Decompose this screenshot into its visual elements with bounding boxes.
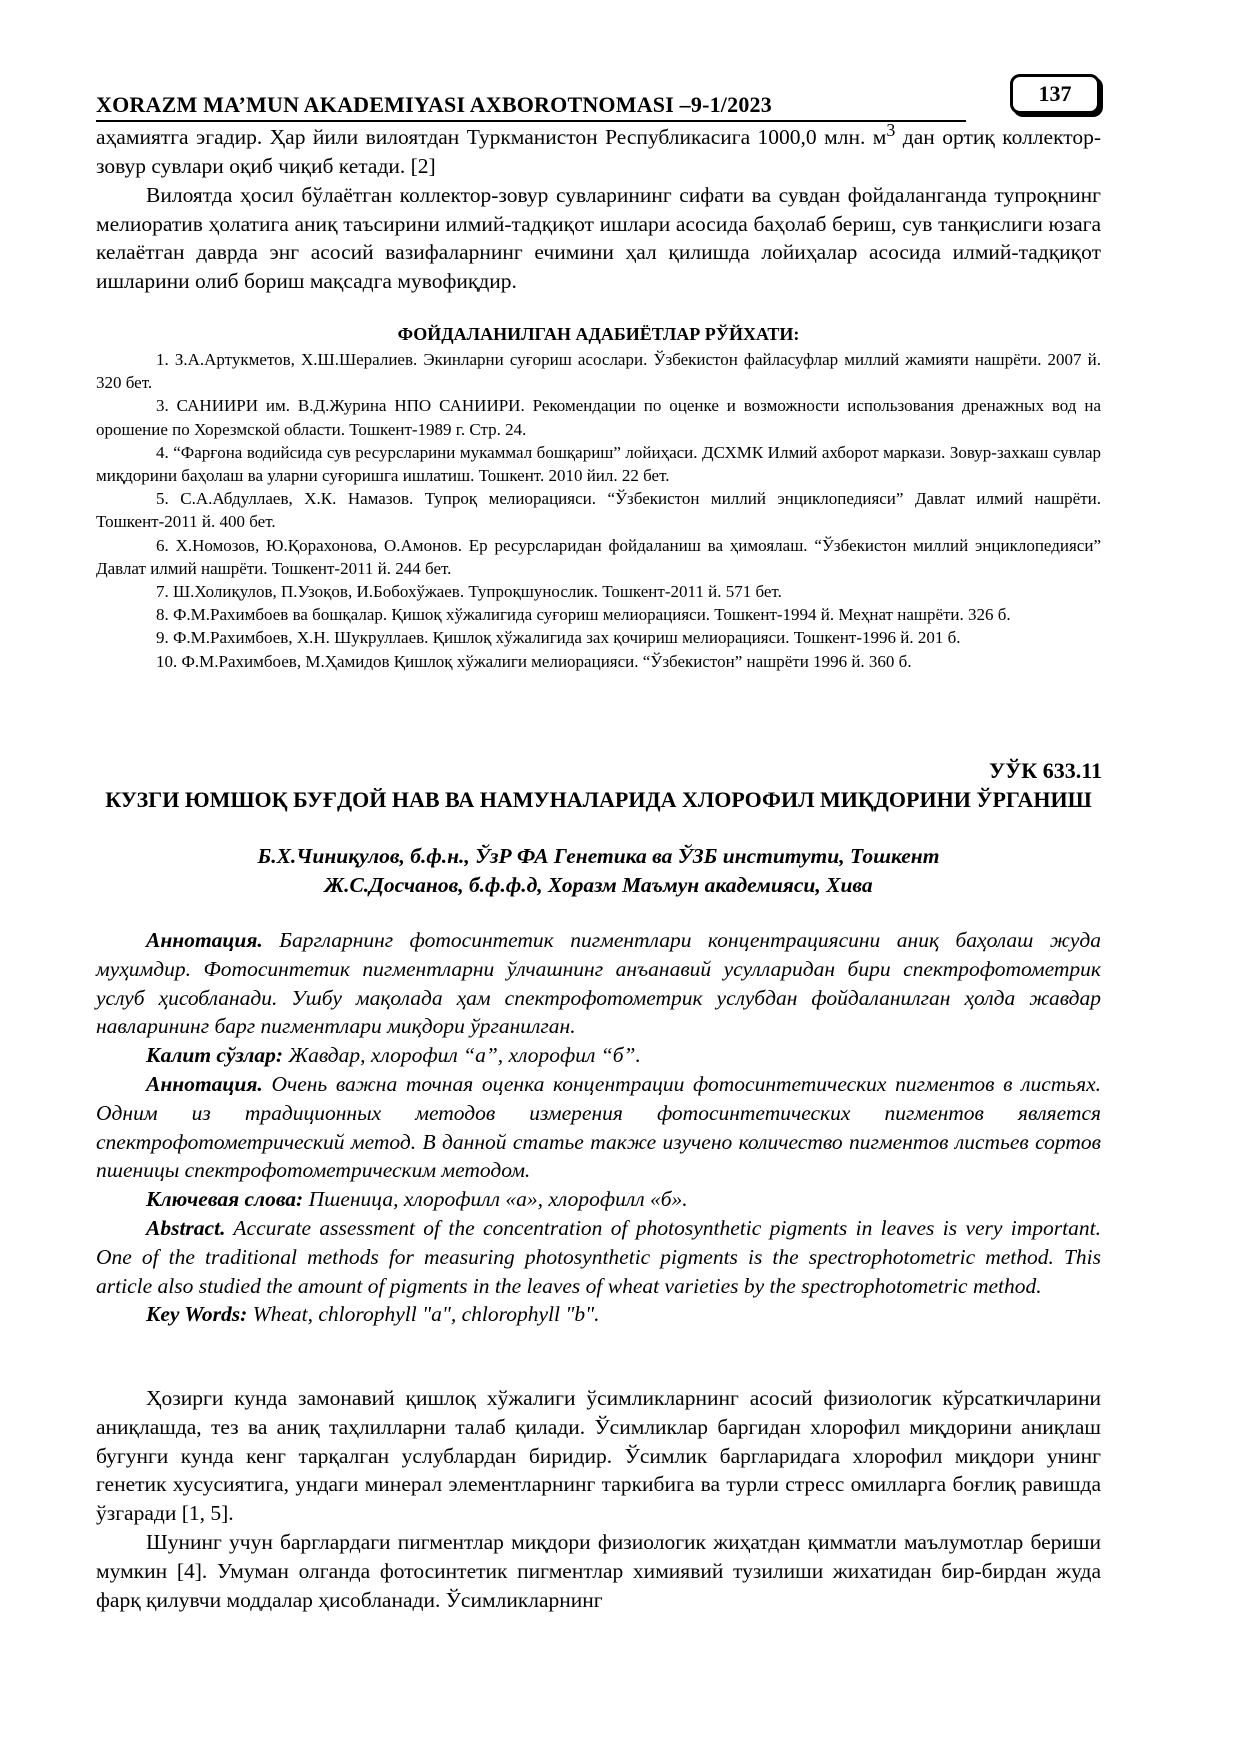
- intro-superscript: 3: [886, 120, 896, 140]
- abstract-en: [96, 1214, 1101, 1300]
- reference-item: 9. Ф.М.Рахимбоев, Х.Н. Шукруллаев. Қишлоқ хўжалигида зах қочириш мелиорацияси. Тошкент-1996 й. 201 б.: [156, 628, 961, 648]
- main-paragraph-2: Шунинг учун барглардаги пигментлар миқдори физиологик жиҳатдан қимматли маълумотлар бериши мумкин [4]. Умуман олганда фотосинтетик пигментлар химиявий тузилиши жихатидан бир-бирдан жуда фарқ қилувчи моддалар ҳисобланади. Ўсимликларнинг: [96, 1529, 1101, 1612]
- author-2: Ж.С.Досчанов, б.ф.ф.д, Хоразм Маъмун академияси, Хива: [324, 873, 873, 897]
- author-1: Б.Х.Чиниқулов, б.ф.н., ЎзР ФА Генетика ва ЎЗБ институти, Тошкент: [257, 844, 940, 868]
- reference-item: 3. САНИИРИ им. В.Д.Журина НПО САНИИРИ. Рекомендации по оценке и возможности использования дренажных вод на орошение по Хорезмской области. Тошкент-1989 г. Стр. 24.: [96, 396, 1101, 439]
- keywords-uz-text: Жавдар, хлорофил “а”, хлорофил “б”.: [283, 1043, 641, 1068]
- intro-line-1b: дан ортиқ коллектор-зовур сувлари оқиб чиқиб кетади. [2]: [96, 125, 1102, 178]
- abstract-en-text: Accurate assessment of the concentration of photosynthetic pigments in leaves is very important. One of the traditional methods for measuring photosynthetic pigments is the spectrophotometric method. This article also studied the amount of pigments in the leaves of wheat varieties by the spectrophotometric method.: [96, 1215, 1101, 1298]
- abstract-ru: [96, 1070, 1101, 1185]
- intro-text: [96, 116, 1101, 296]
- authors-block: [96, 842, 1101, 900]
- main-text: [96, 1384, 1101, 1614]
- reference-item: 10. Ф.М.Рахимбоев, М.Ҳамидов Қишлоқ хўжалиги мелиорацияси. “Ўзбекистон” нашрёти 1996 й. 360 б.: [156, 651, 912, 671]
- abstract-uz-label: Аннотация.: [146, 928, 263, 952]
- reference-item: 5. С.А.Абдуллаев, Х.К. Намазов. Тупроқ мелиорацияси. “Ўзбекистон миллий энциклопедияси” Давлат илмий нашрёти. Тошкент-2011 й. 400 бет.: [96, 489, 1101, 532]
- udk-code: УЎК 633.11: [988, 758, 1102, 783]
- keywords-en-text: Wheat, chlorophyll "a", chlorophyll "b".: [247, 1302, 600, 1327]
- main-paragraph-1: Ҳозирги кунда замонавий қишлоқ хўжалиги ўсимликларнинг асосий физиологик кўрсаткичларини аниқлашда, тез ва аниқ таҳлилларни талаб қилади. Ўсимликлар баргидан хлорофил миқдорини аниқлаш бугунги кунда кенг тарқалган услублардан биридир. Ўсимлик баргларидага хлорофил миқдори унинг генетик хусусиятига, ундаги минерал элементларнинг таркибига ва турли стресс омилларга боғлиқ равишда ўзгаради [1, 5].: [96, 1386, 1101, 1526]
- page-number-badge: 137: [1010, 74, 1100, 114]
- keywords-uz: [96, 1041, 1101, 1070]
- keywords-en: [96, 1300, 1101, 1329]
- abstract-en-label: Abstract.: [146, 1215, 226, 1240]
- abstract-uz: [96, 926, 1101, 1041]
- keywords-en-label: Key Words:: [146, 1302, 248, 1327]
- references-list: [96, 348, 1101, 673]
- intro-line-1a: аҳамиятга эгадир. Ҳар йили вилоятдан Туркманистон Республикасига 1000,0 млн. м: [96, 125, 887, 150]
- keywords-ru-label: Ключевая слова:: [146, 1187, 304, 1212]
- abstract-ru-label: Аннотация.: [146, 1071, 263, 1096]
- abstract-uz-text: Баргларнинг фотосинтетик пигментлари концентрациясини аниқ баҳолаш жуда муҳимдир. Фотосинтетик пигментларни ўлчашнинг анъанавий усулларидан бири спектрофотометрик услуб ҳисобланади. Ушбу мақолада ҳам спектрофотометрик услубдан фойдаланилган ҳолда жавдар навларининг барг пигментлари миқдори ўрганилган.: [96, 928, 1101, 1039]
- reference-item: 8. Ф.М.Рахимбоев ва бошқалар. Қишоқ хўжалигида суғориш мелиорацияси. Тошкент-1994 й. Меҳнат нашрёти. 326 б.: [156, 605, 1011, 625]
- article-title: КУЗГИ ЮМШОҚ БУҒДОЙ НАВ ВА НАМУНАЛАРИДА ХЛОРОФИЛ МИҚДОРИНИ ЎРГАНИШ: [105, 787, 1092, 812]
- keywords-ru-text: Пшеница, хлорофилл «а», хлорофилл «б».: [303, 1187, 688, 1212]
- journal-title: XORAZM MA’MUN AKADEMIYASI AXBOROTNOMASI –9-1/2023: [96, 92, 966, 122]
- reference-item: 7. Ш.Холиқулов, П.Узоқов, И.Бобохўжаев. Тупроқшунослик. Тошкент-2011 й. 571 бет.: [156, 582, 782, 602]
- keywords-uz-label: Калит сўзлар:: [146, 1043, 284, 1068]
- references-title: ФОЙДАЛАНИЛГАН АДАБИЁТЛАР РЎЙХАТИ:: [397, 324, 800, 344]
- reference-item: 1. З.А.Артукметов, Х.Ш.Шералиев. Экинларни суғориш асослари. Ўзбекистон файласуфлар миллий жамияти нашрёти. 2007 й. 320 бет.: [96, 350, 1101, 393]
- abstract-ru-text: Очень важна точная оценка концентрации фотосинтетических пигментов в листьях. Одним из традиционных методов измерения фотосинтетических пигментов является спектрофотометрический метод. В данной статье также изучено количество пигментов листьев сортов пшеницы спектрофотометрическим методом.: [96, 1071, 1101, 1183]
- intro-paragraph-2: Вилоятда ҳосил бўлаётган коллектор-зовур сувларининг сифати ва сувдан фойдаланганда тупроқнинг мелиоратив ҳолатига аниқ таъсирини илмий-тадқиқот ишлари асосида баҳолаб бериш, сув танқислиги юзага келаётган даврда энг асосий вазифаларнинг ечимини ҳал қилишда лойиҳалар асосида илмий-тадқиқот ишларини олиб бориш мақсадга мувофиқдир.: [96, 182, 1101, 294]
- reference-item: 4. “Фарғона водийсида сув ресурсларини мукаммал бошқариш” лойиҳаси. ДСХМК Илмий ахборот маркази. Зовур-захкаш сувлар миқдорини баҳолаш ва уларни суғоришга ишлатиш. Тошкент. 2010 йил. 22 бет.: [96, 442, 1101, 486]
- abstracts-block: [96, 926, 1101, 1329]
- reference-item: 6. Х.Номозов, Ю.Қорахонова, О.Амонов. Ер ресурсларидан фойдаланиш ва ҳимоялаш. “Ўзбекистон миллий энциклопедияси” Давлат илмий нашрёти. Тошкент-2011 й. 244 бет.: [96, 535, 1101, 578]
- intro-paragraph-1: [96, 116, 1101, 181]
- keywords-ru: [96, 1185, 1101, 1214]
